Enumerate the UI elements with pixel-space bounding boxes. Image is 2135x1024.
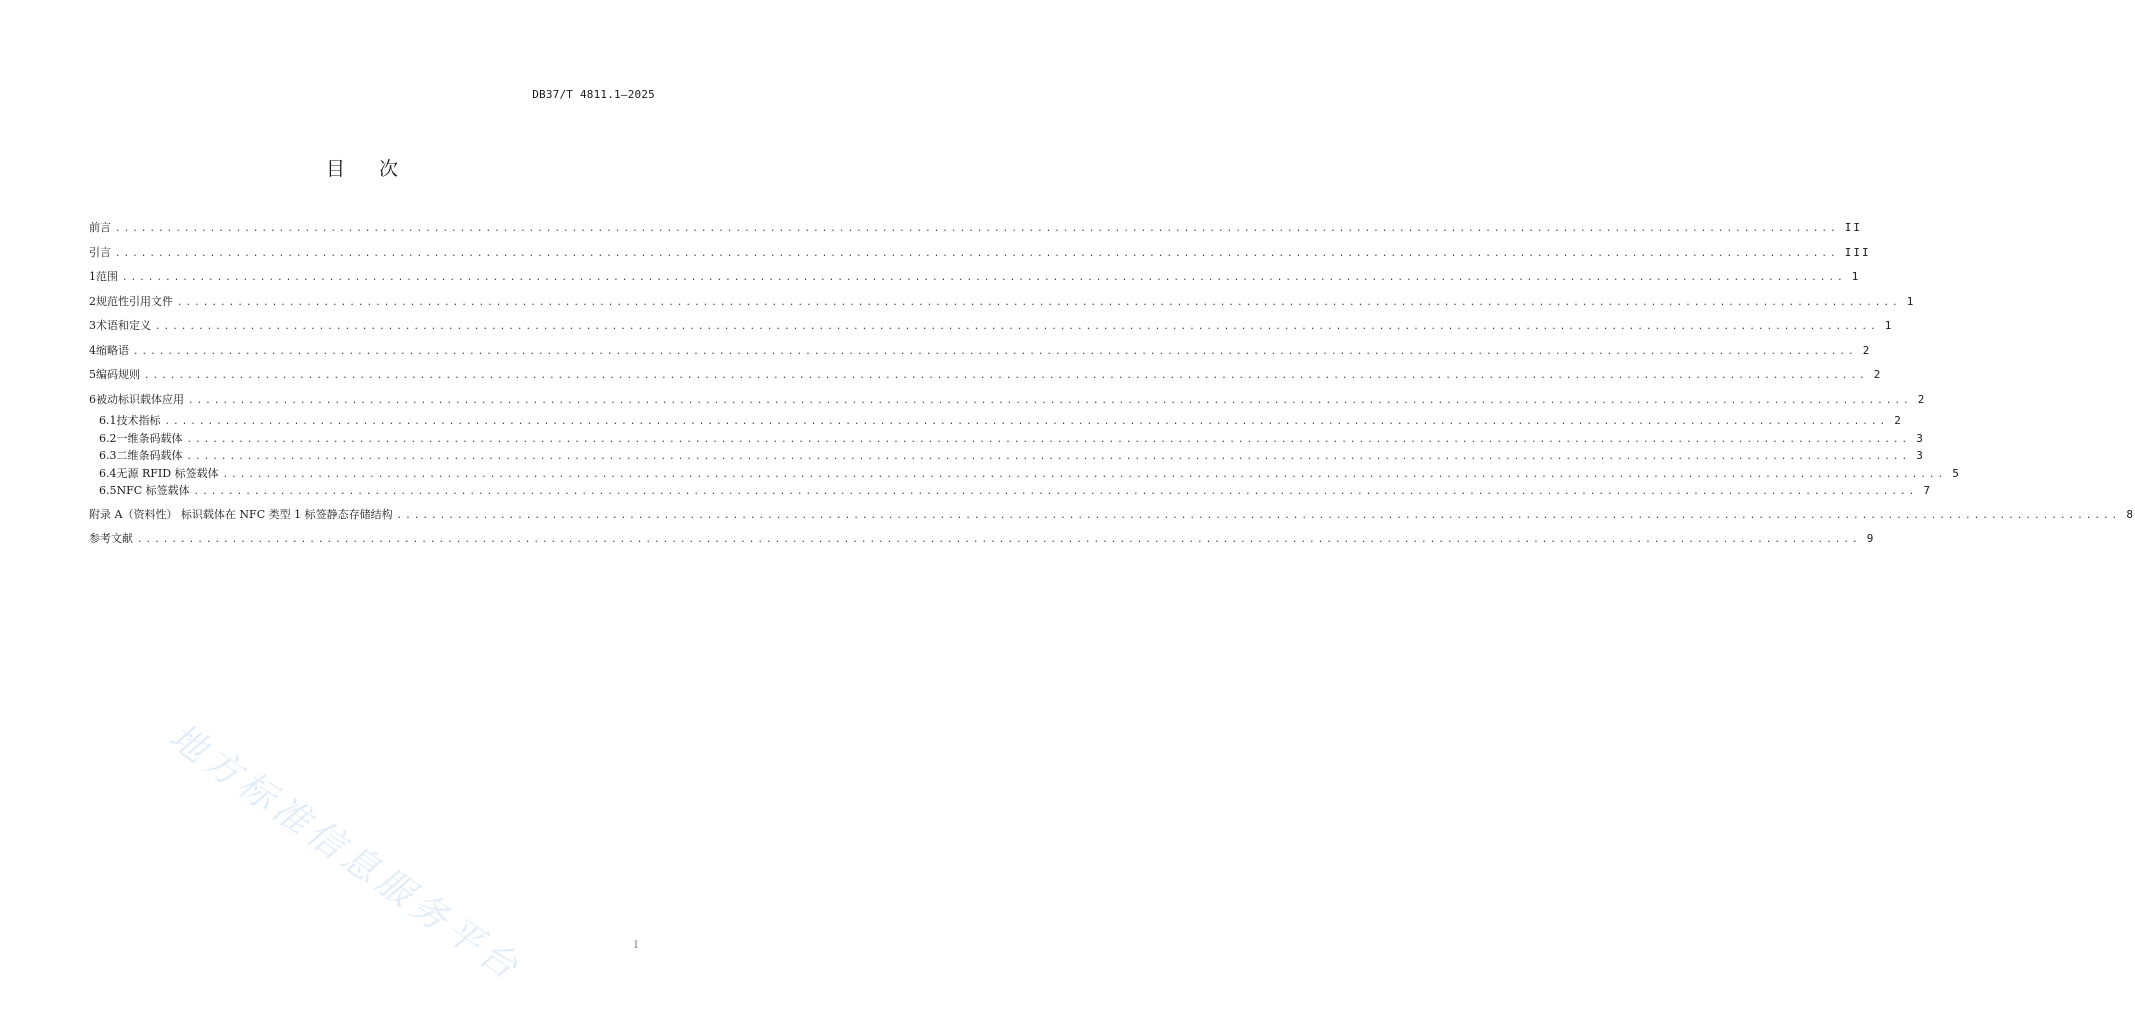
toc-entry-page: 7 xyxy=(1923,484,1932,497)
toc-entry[interactable] xyxy=(89,388,1927,413)
toc-dot-leader: ........................................................................................................................................................................................................ xyxy=(133,346,1857,357)
toc-entry[interactable] xyxy=(89,339,1872,364)
toc-entry-label: 参考文献 xyxy=(89,532,133,545)
toc-entry[interactable] xyxy=(89,527,1876,552)
toc-entry-number: 4 xyxy=(89,343,96,357)
toc-entry-page: II xyxy=(1844,221,1862,234)
watermark: 地方标准信息服务平台 xyxy=(161,716,530,991)
toc-entry-label: 无源 RFID 标签载体 xyxy=(116,466,219,480)
toc-entry-label: 术语和定义 xyxy=(96,319,151,332)
toc-entry-label: 范围 xyxy=(96,270,118,283)
toc-dot-leader: ........................................................................................................................................................................................................ xyxy=(164,417,1889,427)
toc-entry-number: 3 xyxy=(89,319,96,332)
toc-dot-leader: ........................................................................................................................................................................................................ xyxy=(186,434,1911,445)
page-number: I xyxy=(634,940,638,951)
toc-entry[interactable] xyxy=(89,430,1925,448)
toc-entry-number: 6.4 xyxy=(99,466,117,480)
toc-entry-label: 技术指标 xyxy=(116,414,161,427)
toc-entry-label: 前言 xyxy=(89,221,111,234)
toc-dot-leader: ........................................................................................................................................................................................................ xyxy=(115,224,1839,234)
toc-dot-leader: ........................................................................................................................................................................................................ xyxy=(396,510,2121,521)
toc-entry-label: 附录 A（资料性） 标识载体在 NFC 类型 1 标签静态存储结构 xyxy=(89,507,393,521)
toc-dot-leader: ........................................................................................................................................................................................................ xyxy=(122,273,1846,283)
toc-entry[interactable] xyxy=(89,314,1894,339)
toc-dot-leader: ........................................................................................................................................................................................................ xyxy=(155,322,1879,332)
toc-entry-number: 6 xyxy=(89,392,96,406)
toc-entry[interactable] xyxy=(89,482,1932,500)
toc-entry[interactable] xyxy=(89,503,2135,528)
toc-entry-page: 1 xyxy=(1884,319,1894,332)
toc-entry[interactable] xyxy=(89,363,1883,388)
page-title: 目 次 xyxy=(325,158,399,180)
toc-entry[interactable] xyxy=(89,265,1861,290)
toc-entry-number: 1 xyxy=(89,270,96,283)
toc-entry-page: III xyxy=(1844,245,1871,259)
toc-entry-number: 6.2 xyxy=(99,431,117,445)
toc-entry-label: NFC 标签载体 xyxy=(116,484,190,497)
toc-entry-label: 二维条码载体 xyxy=(116,449,183,462)
toc-entry[interactable] xyxy=(89,465,1961,483)
toc-entry-number: 2 xyxy=(89,294,96,308)
toc-dot-leader: ........................................................................................................................................................................................................ xyxy=(222,469,1947,480)
toc-entry-page: 2 xyxy=(1917,392,1927,406)
toc-entry-page: 3 xyxy=(1916,431,1925,445)
toc-entry-number: 6.3 xyxy=(99,449,117,462)
toc-entry[interactable] xyxy=(89,216,1862,241)
toc-entry-label: 编码规则 xyxy=(96,368,140,381)
toc-entry-page: 5 xyxy=(1952,466,1961,480)
toc-dot-leader: ........................................................................................................................................................................................................ xyxy=(186,452,1911,462)
toc-entry[interactable] xyxy=(89,290,1916,315)
toc-dot-leader: ........................................................................................................................................................................................................ xyxy=(177,297,1901,308)
toc-dot-leader: ........................................................................................................................................................................................................ xyxy=(144,371,1868,381)
toc-dot-leader: ........................................................................................................................................................................................................ xyxy=(193,487,1918,497)
toc-entry[interactable] xyxy=(89,412,1903,430)
toc-entry-number: 5 xyxy=(89,368,96,381)
toc-entry-page: 2 xyxy=(1862,343,1872,357)
document-code: DB37/T 4811.1—2025 xyxy=(532,88,655,101)
toc-entry-page: 3 xyxy=(1916,449,1925,462)
toc-dot-leader: ........................................................................................................................................................................................................ xyxy=(137,535,1861,545)
toc-entry-page: 2 xyxy=(1894,414,1903,427)
toc-entry-page: 1 xyxy=(1906,294,1916,308)
toc-entry[interactable] xyxy=(89,241,1871,266)
toc-dot-leader: ........................................................................................................................................................................................................ xyxy=(188,395,1912,406)
toc-entry-label: 引言 xyxy=(89,245,111,259)
toc-entry-number: 6.1 xyxy=(99,414,117,427)
table-of-contents xyxy=(89,216,2135,552)
toc-entry[interactable] xyxy=(89,447,1925,465)
toc-entry-label: 一维条码载体 xyxy=(116,431,183,445)
toc-entry-page: 8 xyxy=(2126,507,2135,521)
toc-entry-page: 9 xyxy=(1866,532,1876,545)
toc-entry-page: 1 xyxy=(1851,270,1861,283)
toc-entry-page: 2 xyxy=(1873,368,1883,381)
toc-entry-label: 被动标识载体应用 xyxy=(96,392,184,406)
toc-dot-leader: ........................................................................................................................................................................................................ xyxy=(115,248,1839,259)
toc-entry-label: 规范性引用文件 xyxy=(96,294,173,308)
toc-entry-label: 缩略语 xyxy=(96,343,129,357)
toc-entry-number: 6.5 xyxy=(99,484,117,497)
